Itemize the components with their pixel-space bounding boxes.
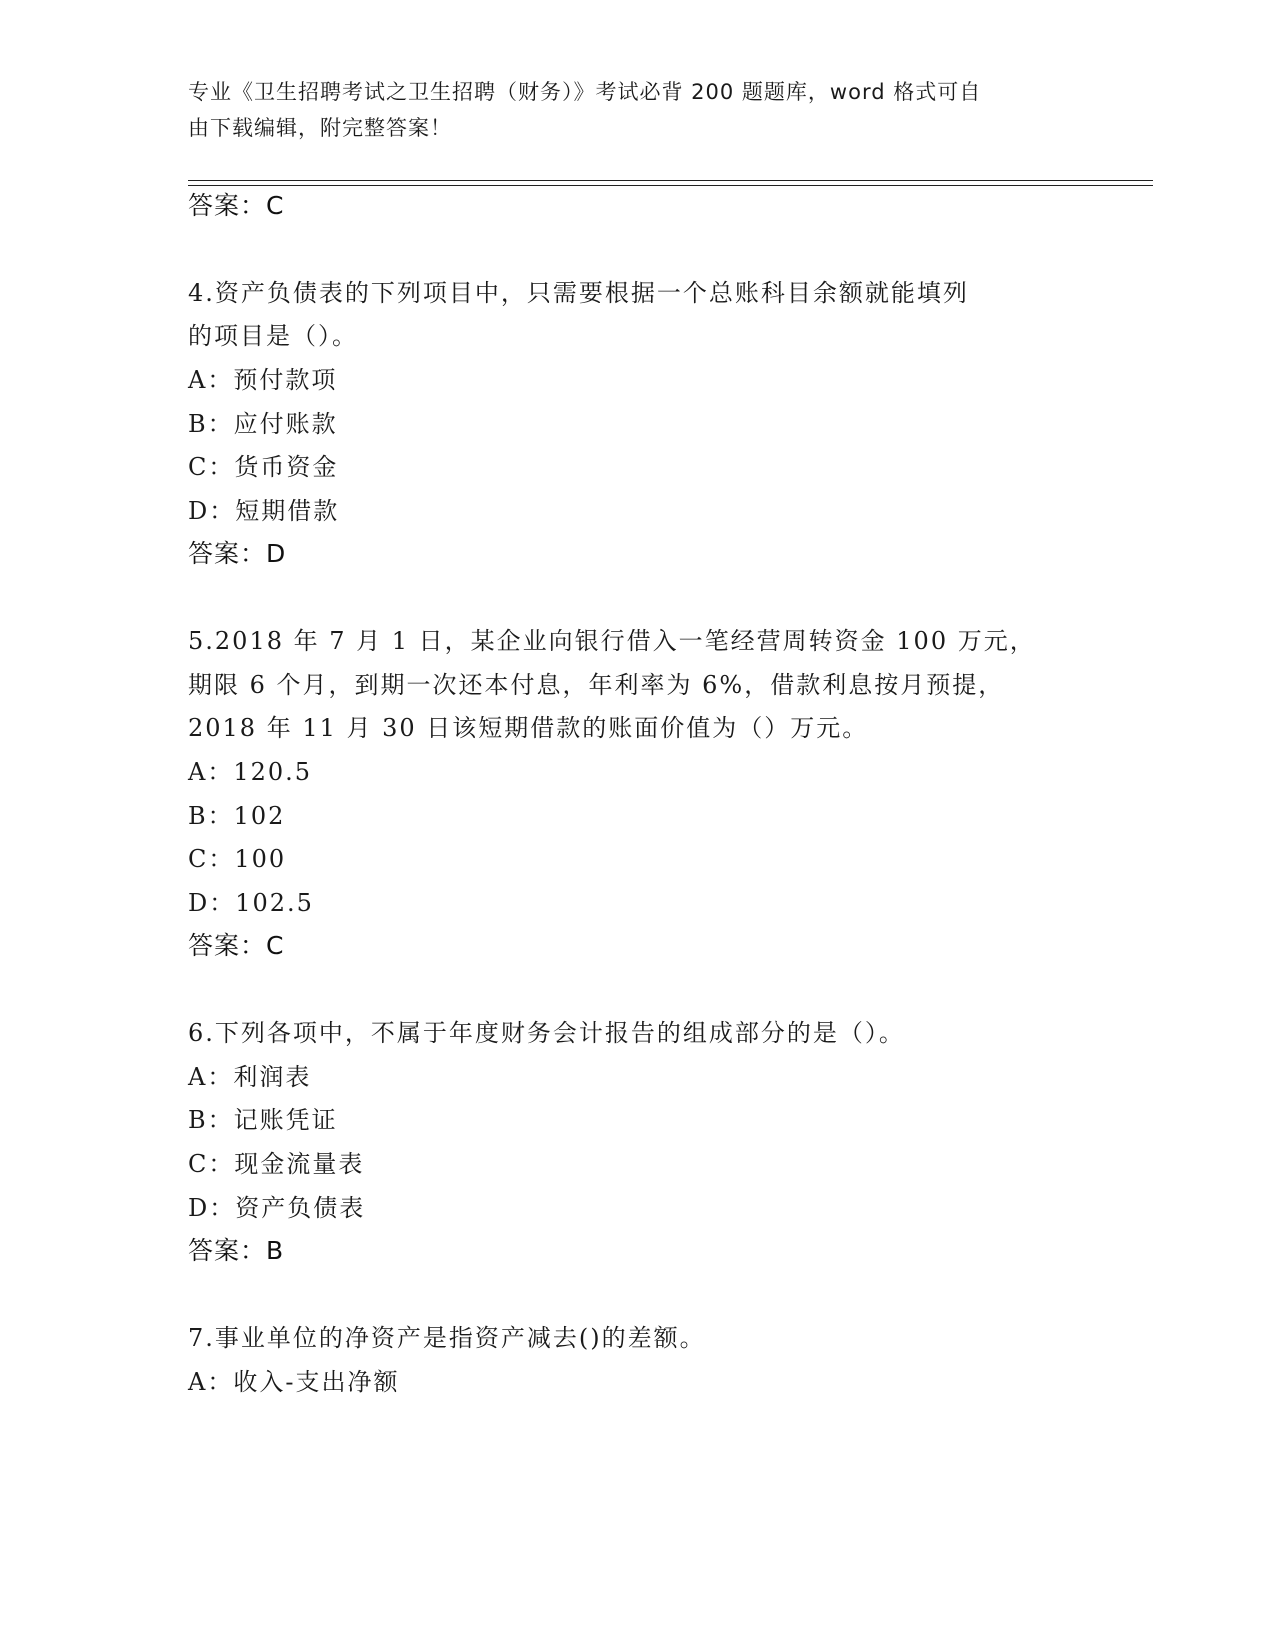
question-6-option-b: B：记账凭证	[188, 1106, 338, 1134]
header-line-2: 由下载编辑，附完整答案！	[188, 116, 452, 140]
question-5-line-2: 期限 6 个月，到期一次还本付息，年利率为 6%，借款利息按月预提，	[188, 671, 1005, 699]
question-6-option-a: A：利润表	[188, 1063, 312, 1091]
question-4-option-d: D：短期借款	[188, 497, 340, 525]
document-header	[188, 74, 1048, 146]
question-4-option-a: A：预付款项	[188, 366, 338, 394]
header-rule-bottom	[188, 185, 1153, 186]
question-5-option-c: C：100	[188, 845, 287, 873]
question-4-option-c: C：货币资金	[188, 453, 339, 481]
question-6-line-1: 6.下列各项中，不属于年度财务会计报告的组成部分的是（）。	[188, 1019, 905, 1047]
question-5-line-3: 2018 年 11 月 30 日该短期借款的账面价值为（）万元。	[188, 714, 869, 742]
question-5-line-1: 5.2018 年 7 月 1 日，某企业向银行借入一笔经营周转资金 100 万元，	[188, 627, 1036, 655]
question-4-line-2: 的项目是（）。	[188, 322, 358, 350]
question-6-answer: 答案：B	[188, 1236, 285, 1265]
question-4-option-b: B：应付账款	[188, 410, 338, 438]
question-4-answer: 答案：D	[188, 539, 287, 568]
question-6-option-d: D：资产负债表	[188, 1194, 366, 1222]
header-rule-top	[188, 180, 1153, 181]
header-line-1: 专业《卫生招聘考试之卫生招聘（财务）》考试必背 200 题题库，word 格式可自	[188, 80, 982, 104]
question-5-option-d: D：102.5	[188, 889, 314, 917]
question-7-line-1: 7.事业单位的净资产是指资产减去()的差额。	[188, 1324, 706, 1352]
question-5-option-b: B：102	[188, 802, 286, 830]
question-4-line-1: 4.资产负债表的下列项目中，只需要根据一个总账科目余额就能填列	[188, 279, 969, 307]
question-5-option-a: A：120.5	[188, 758, 313, 786]
question-5-answer: 答案：C	[188, 931, 285, 960]
question-7-option-a: A：收入-支出净额	[188, 1368, 400, 1396]
question-6-option-c: C：现金流量表	[188, 1150, 365, 1178]
answer-line: 答案：C	[188, 191, 285, 220]
